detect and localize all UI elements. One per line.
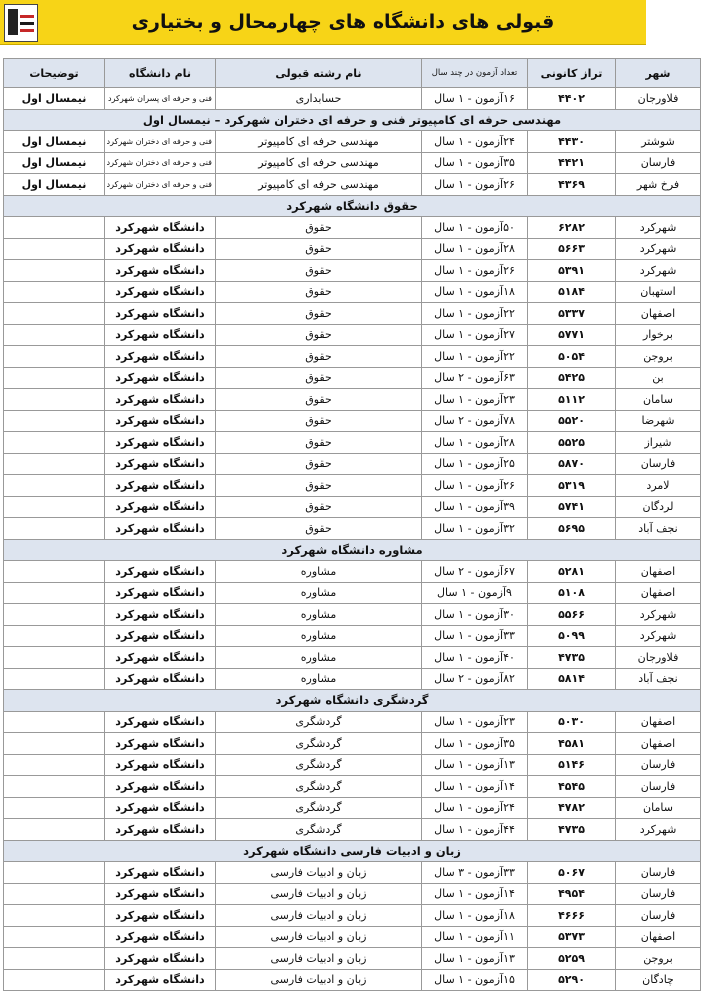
cell-notes bbox=[4, 346, 105, 368]
cell-notes bbox=[4, 797, 105, 819]
table-row bbox=[4, 862, 701, 884]
table-row bbox=[4, 496, 701, 518]
cell-exams: ۲۶آزمون - ۱ سال bbox=[422, 475, 528, 497]
table-row bbox=[4, 217, 701, 239]
cell-university: دانشگاه شهرکرد bbox=[105, 432, 216, 454]
cell-major: مشاوره bbox=[216, 582, 422, 604]
section-title: زبان و ادبیات فارسی دانشگاه شهرکرد bbox=[4, 840, 701, 862]
cell-university: دانشگاه شهرکرد bbox=[105, 367, 216, 389]
cell-major: حقوق bbox=[216, 496, 422, 518]
cell-exams: ۱۴آزمون - ۱ سال bbox=[422, 776, 528, 798]
cell-notes bbox=[4, 303, 105, 325]
section-title: مشاوره دانشگاه شهرکرد bbox=[4, 539, 701, 561]
cell-major: حقوق bbox=[216, 410, 422, 432]
section-header-row bbox=[4, 690, 701, 712]
cell-city: فارسان bbox=[616, 754, 701, 776]
cell-exams: ۱۵آزمون - ۱ سال bbox=[422, 969, 528, 991]
cell-score: ۵۵۲۰ bbox=[528, 410, 616, 432]
cell-notes bbox=[4, 453, 105, 475]
cell-major: مشاوره bbox=[216, 604, 422, 626]
cell-major: زبان و ادبیات فارسی bbox=[216, 969, 422, 991]
cell-notes bbox=[4, 496, 105, 518]
cell-exams: ۲۸آزمون - ۱ سال bbox=[422, 432, 528, 454]
cell-notes bbox=[4, 260, 105, 282]
cell-city: لامرد bbox=[616, 475, 701, 497]
table-row bbox=[4, 582, 701, 604]
cell-exams: ۳۵آزمون - ۱ سال bbox=[422, 152, 528, 174]
cell-major: زبان و ادبیات فارسی bbox=[216, 948, 422, 970]
cell-city: برخوار bbox=[616, 324, 701, 346]
cell-score: ۵۸۱۴ bbox=[528, 668, 616, 690]
cell-university: دانشگاه شهرکرد bbox=[105, 496, 216, 518]
cell-notes bbox=[4, 238, 105, 260]
cell-city: فارسان bbox=[616, 776, 701, 798]
col-header-university: نام دانشگاه bbox=[105, 59, 216, 88]
table-row bbox=[4, 453, 701, 475]
cell-exams: ۳۳آزمون - ۱ سال bbox=[422, 625, 528, 647]
page-title: قبولی های دانشگاه های چهارمحال و بختیاری bbox=[131, 11, 555, 33]
cell-major: حقوق bbox=[216, 260, 422, 282]
cell-notes bbox=[4, 926, 105, 948]
cell-university: دانشگاه شهرکرد bbox=[105, 819, 216, 841]
cell-exams: ۶۷آزمون - ۲ سال bbox=[422, 561, 528, 583]
section-title: حقوق دانشگاه شهرکرد bbox=[4, 195, 701, 217]
cell-university: دانشگاه شهرکرد bbox=[105, 625, 216, 647]
table-row bbox=[4, 518, 701, 540]
cell-city: استهبان bbox=[616, 281, 701, 303]
table-row bbox=[4, 647, 701, 669]
cell-city: اصفهان bbox=[616, 926, 701, 948]
section-title: مهندسی حرفه ای کامپیوتر فنی و حرفه ای دختران شهرکرد – نیمسال اول bbox=[4, 109, 701, 131]
table-row bbox=[4, 367, 701, 389]
cell-score: ۵۰۵۴ bbox=[528, 346, 616, 368]
cell-exams: ۸۲آزمون - ۲ سال bbox=[422, 668, 528, 690]
cell-university: دانشگاه شهرکرد bbox=[105, 733, 216, 755]
cell-university: دانشگاه شهرکرد bbox=[105, 754, 216, 776]
cell-university: دانشگاه شهرکرد bbox=[105, 905, 216, 927]
table-row bbox=[4, 260, 701, 282]
cell-city: اصفهان bbox=[616, 303, 701, 325]
cell-major: حقوق bbox=[216, 281, 422, 303]
cell-city: شهرکرد bbox=[616, 260, 701, 282]
cell-score: ۵۲۵۹ bbox=[528, 948, 616, 970]
cell-score: ۴۷۸۲ bbox=[528, 797, 616, 819]
table-row bbox=[4, 174, 701, 196]
cell-major: گردشگری bbox=[216, 733, 422, 755]
cell-city: شیراز bbox=[616, 432, 701, 454]
cell-score: ۵۸۷۰ bbox=[528, 453, 616, 475]
cell-exams: ۵۰آزمون - ۱ سال bbox=[422, 217, 528, 239]
cell-university: دانشگاه شهرکرد bbox=[105, 453, 216, 475]
cell-university: دانشگاه شهرکرد bbox=[105, 324, 216, 346]
table-row bbox=[4, 410, 701, 432]
cell-notes bbox=[4, 754, 105, 776]
table-row bbox=[4, 969, 701, 991]
cell-exams: ۳۵آزمون - ۱ سال bbox=[422, 733, 528, 755]
table-row bbox=[4, 905, 701, 927]
cell-exams: ۲۷آزمون - ۱ سال bbox=[422, 324, 528, 346]
cell-city: بروجن bbox=[616, 948, 701, 970]
cell-score: ۵۳۳۷ bbox=[528, 303, 616, 325]
table-row bbox=[4, 238, 701, 260]
cell-notes bbox=[4, 518, 105, 540]
cell-major: حقوق bbox=[216, 217, 422, 239]
cell-score: ۶۲۸۲ bbox=[528, 217, 616, 239]
cell-notes: نیمسال اول bbox=[4, 174, 105, 196]
cell-major: گردشگری bbox=[216, 776, 422, 798]
cell-major: زبان و ادبیات فارسی bbox=[216, 883, 422, 905]
cell-major: حقوق bbox=[216, 475, 422, 497]
cell-score: ۵۲۸۱ bbox=[528, 561, 616, 583]
cell-score: ۵۱۱۲ bbox=[528, 389, 616, 411]
cell-university: دانشگاه شهرکرد bbox=[105, 561, 216, 583]
cell-notes bbox=[4, 324, 105, 346]
table-row bbox=[4, 346, 701, 368]
cell-university: فنی و حرفه ای دختران شهرکرد bbox=[105, 131, 216, 153]
cell-score: ۵۳۹۱ bbox=[528, 260, 616, 282]
table-row bbox=[4, 475, 701, 497]
cell-exams: ۳۳آزمون - ۳ سال bbox=[422, 862, 528, 884]
cell-university: دانشگاه شهرکرد bbox=[105, 217, 216, 239]
cell-city: بن bbox=[616, 367, 701, 389]
cell-major: حقوق bbox=[216, 346, 422, 368]
cell-university: دانشگاه شهرکرد bbox=[105, 475, 216, 497]
cell-notes bbox=[4, 625, 105, 647]
cell-university: دانشگاه شهرکرد bbox=[105, 948, 216, 970]
cell-score: ۴۵۴۵ bbox=[528, 776, 616, 798]
cell-notes bbox=[4, 604, 105, 626]
cell-notes bbox=[4, 281, 105, 303]
cell-city: فارسان bbox=[616, 862, 701, 884]
cell-major: مشاوره bbox=[216, 561, 422, 583]
cell-score: ۵۱۴۶ bbox=[528, 754, 616, 776]
cell-score: ۴۴۳۰ bbox=[528, 131, 616, 153]
table-row bbox=[4, 711, 701, 733]
results-table bbox=[3, 58, 701, 991]
cell-score: ۵۰۶۷ bbox=[528, 862, 616, 884]
cell-major: مهندسی حرفه ای کامپیوتر bbox=[216, 131, 422, 153]
cell-city: شهرکرد bbox=[616, 625, 701, 647]
table-row bbox=[4, 324, 701, 346]
cell-notes: نیمسال اول bbox=[4, 152, 105, 174]
cell-major: حسابداری bbox=[216, 88, 422, 110]
cell-exams: ۳۰آزمون - ۱ سال bbox=[422, 604, 528, 626]
cell-major: مشاوره bbox=[216, 625, 422, 647]
cell-notes: نیمسال اول bbox=[4, 131, 105, 153]
table-row bbox=[4, 948, 701, 970]
table-row bbox=[4, 883, 701, 905]
cell-notes bbox=[4, 647, 105, 669]
cell-major: مشاوره bbox=[216, 668, 422, 690]
cell-city: شهرکرد bbox=[616, 238, 701, 260]
cell-exams: ۲۸آزمون - ۱ سال bbox=[422, 238, 528, 260]
cell-exams: ۲۲آزمون - ۱ سال bbox=[422, 303, 528, 325]
cell-exams: ۳۲آزمون - ۱ سال bbox=[422, 518, 528, 540]
cell-university: دانشگاه شهرکرد bbox=[105, 389, 216, 411]
section-title: گردشگری دانشگاه شهرکرد bbox=[4, 690, 701, 712]
table-row bbox=[4, 604, 701, 626]
cell-city: اصفهان bbox=[616, 733, 701, 755]
cell-city: فارسان bbox=[616, 152, 701, 174]
cell-score: ۵۷۴۱ bbox=[528, 496, 616, 518]
cell-notes bbox=[4, 948, 105, 970]
cell-city: شهرضا bbox=[616, 410, 701, 432]
cell-university: دانشگاه شهرکرد bbox=[105, 797, 216, 819]
table-row bbox=[4, 281, 701, 303]
cell-score: ۵۲۹۰ bbox=[528, 969, 616, 991]
table-row bbox=[4, 88, 701, 110]
cell-notes bbox=[4, 410, 105, 432]
table-row bbox=[4, 561, 701, 583]
cell-city: چادگان bbox=[616, 969, 701, 991]
cell-notes bbox=[4, 819, 105, 841]
cell-exams: ۲۲آزمون - ۱ سال bbox=[422, 346, 528, 368]
cell-city: لردگان bbox=[616, 496, 701, 518]
cell-city: فارسان bbox=[616, 453, 701, 475]
cell-score: ۴۹۵۴ bbox=[528, 883, 616, 905]
table-row bbox=[4, 754, 701, 776]
cell-university: دانشگاه شهرکرد bbox=[105, 260, 216, 282]
cell-major: زبان و ادبیات فارسی bbox=[216, 926, 422, 948]
cell-university: دانشگاه شهرکرد bbox=[105, 238, 216, 260]
cell-exams: ۱۱آزمون - ۱ سال bbox=[422, 926, 528, 948]
cell-score: ۴۷۳۵ bbox=[528, 647, 616, 669]
cell-university: دانشگاه شهرکرد bbox=[105, 647, 216, 669]
cell-notes bbox=[4, 883, 105, 905]
logo-icon bbox=[4, 4, 38, 42]
cell-exams: ۱۴آزمون - ۱ سال bbox=[422, 883, 528, 905]
cell-university: دانشگاه شهرکرد bbox=[105, 604, 216, 626]
cell-major: گردشگری bbox=[216, 797, 422, 819]
cell-exams: ۱۸آزمون - ۱ سال bbox=[422, 281, 528, 303]
table-row bbox=[4, 668, 701, 690]
table-row bbox=[4, 625, 701, 647]
cell-exams: ۷۸آزمون - ۲ سال bbox=[422, 410, 528, 432]
cell-score: ۵۵۶۶ bbox=[528, 604, 616, 626]
cell-city: اصفهان bbox=[616, 711, 701, 733]
col-header-city: شهر bbox=[616, 59, 701, 88]
cell-score: ۵۷۷۱ bbox=[528, 324, 616, 346]
cell-notes bbox=[4, 862, 105, 884]
cell-city: شهرکرد bbox=[616, 217, 701, 239]
cell-major: حقوق bbox=[216, 303, 422, 325]
cell-exams: ۲۳آزمون - ۱ سال bbox=[422, 389, 528, 411]
cell-city: سامان bbox=[616, 797, 701, 819]
cell-notes bbox=[4, 367, 105, 389]
cell-exams: ۲۳آزمون - ۱ سال bbox=[422, 711, 528, 733]
cell-exams: ۲۶آزمون - ۱ سال bbox=[422, 174, 528, 196]
cell-city: فرخ شهر bbox=[616, 174, 701, 196]
cell-score: ۵۴۲۵ bbox=[528, 367, 616, 389]
cell-major: مهندسی حرفه ای کامپیوتر bbox=[216, 152, 422, 174]
section-header-row bbox=[4, 195, 701, 217]
cell-major: حقوق bbox=[216, 453, 422, 475]
cell-score: ۵۳۷۳ bbox=[528, 926, 616, 948]
cell-exams: ۲۴آزمون - ۱ سال bbox=[422, 131, 528, 153]
cell-university: دانشگاه شهرکرد bbox=[105, 281, 216, 303]
cell-major: گردشگری bbox=[216, 754, 422, 776]
page-header bbox=[0, 0, 646, 45]
col-header-notes: توضیحات bbox=[4, 59, 105, 88]
cell-city: فلاورجان bbox=[616, 88, 701, 110]
cell-exams: ۲۶آزمون - ۱ سال bbox=[422, 260, 528, 282]
section-header-row bbox=[4, 539, 701, 561]
cell-score: ۴۶۶۶ bbox=[528, 905, 616, 927]
cell-score: ۵۶۶۳ bbox=[528, 238, 616, 260]
cell-major: گردشگری bbox=[216, 819, 422, 841]
cell-university: دانشگاه شهرکرد bbox=[105, 518, 216, 540]
table-row bbox=[4, 303, 701, 325]
cell-exams: ۳۹آزمون - ۱ سال bbox=[422, 496, 528, 518]
cell-major: حقوق bbox=[216, 389, 422, 411]
cell-major: زبان و ادبیات فارسی bbox=[216, 862, 422, 884]
cell-exams: ۹آزمون - ۱ سال bbox=[422, 582, 528, 604]
cell-notes bbox=[4, 733, 105, 755]
cell-score: ۵۰۹۹ bbox=[528, 625, 616, 647]
table-row bbox=[4, 797, 701, 819]
table-row bbox=[4, 776, 701, 798]
cell-exams: ۱۸آزمون - ۱ سال bbox=[422, 905, 528, 927]
cell-city: سامان bbox=[616, 389, 701, 411]
cell-major: حقوق bbox=[216, 518, 422, 540]
cell-notes bbox=[4, 969, 105, 991]
cell-university: دانشگاه شهرکرد bbox=[105, 410, 216, 432]
cell-university: دانشگاه شهرکرد bbox=[105, 776, 216, 798]
cell-notes bbox=[4, 582, 105, 604]
cell-exams: ۲۵آزمون - ۱ سال bbox=[422, 453, 528, 475]
cell-notes bbox=[4, 711, 105, 733]
table-row bbox=[4, 389, 701, 411]
cell-major: گردشگری bbox=[216, 711, 422, 733]
cell-university: فنی و حرفه ای دختران شهرکرد bbox=[105, 152, 216, 174]
cell-score: ۵۳۱۹ bbox=[528, 475, 616, 497]
cell-city: اصفهان bbox=[616, 561, 701, 583]
cell-notes bbox=[4, 561, 105, 583]
table-row bbox=[4, 131, 701, 153]
cell-exams: ۴۰آزمون - ۱ سال bbox=[422, 647, 528, 669]
cell-notes bbox=[4, 905, 105, 927]
cell-score: ۴۳۶۹ bbox=[528, 174, 616, 196]
cell-major: مهندسی حرفه ای کامپیوتر bbox=[216, 174, 422, 196]
cell-score: ۴۴۰۲ bbox=[528, 88, 616, 110]
cell-notes bbox=[4, 776, 105, 798]
cell-university: دانشگاه شهرکرد bbox=[105, 711, 216, 733]
section-header-row bbox=[4, 840, 701, 862]
cell-exams: ۱۳آزمون - ۱ سال bbox=[422, 754, 528, 776]
cell-exams: ۶۳آزمون - ۲ سال bbox=[422, 367, 528, 389]
cell-city: نجف آباد bbox=[616, 668, 701, 690]
cell-major: حقوق bbox=[216, 238, 422, 260]
cell-university: دانشگاه شهرکرد bbox=[105, 303, 216, 325]
cell-city: فارسان bbox=[616, 883, 701, 905]
cell-notes bbox=[4, 668, 105, 690]
cell-major: حقوق bbox=[216, 367, 422, 389]
cell-university: دانشگاه شهرکرد bbox=[105, 346, 216, 368]
cell-notes bbox=[4, 432, 105, 454]
cell-major: حقوق bbox=[216, 432, 422, 454]
cell-score: ۵۱۸۴ bbox=[528, 281, 616, 303]
cell-university: دانشگاه شهرکرد bbox=[105, 969, 216, 991]
cell-city: شوشتر bbox=[616, 131, 701, 153]
cell-notes bbox=[4, 389, 105, 411]
table-row bbox=[4, 926, 701, 948]
table-row bbox=[4, 432, 701, 454]
table-row bbox=[4, 152, 701, 174]
cell-notes bbox=[4, 475, 105, 497]
cell-score: ۴۷۳۵ bbox=[528, 819, 616, 841]
cell-major: حقوق bbox=[216, 324, 422, 346]
cell-score: ۵۱۰۸ bbox=[528, 582, 616, 604]
table-row bbox=[4, 733, 701, 755]
cell-city: شهرکرد bbox=[616, 819, 701, 841]
cell-city: فارسان bbox=[616, 905, 701, 927]
cell-exams: ۱۳آزمون - ۱ سال bbox=[422, 948, 528, 970]
cell-university: دانشگاه شهرکرد bbox=[105, 668, 216, 690]
cell-city: فلاورجان bbox=[616, 647, 701, 669]
cell-major: زبان و ادبیات فارسی bbox=[216, 905, 422, 927]
cell-university: فنی و حرفه ای پسران شهرکرد bbox=[105, 88, 216, 110]
cell-university: دانشگاه شهرکرد bbox=[105, 862, 216, 884]
section-header-row bbox=[4, 109, 701, 131]
cell-score: ۵۶۹۵ bbox=[528, 518, 616, 540]
col-header-exams: تعداد آزمون در چند سال bbox=[422, 59, 528, 88]
cell-score: ۴۴۲۱ bbox=[528, 152, 616, 174]
cell-score: ۵۰۳۰ bbox=[528, 711, 616, 733]
cell-university: فنی و حرفه ای دختران شهرکرد bbox=[105, 174, 216, 196]
cell-score: ۴۵۸۱ bbox=[528, 733, 616, 755]
col-header-score: تراز کانونی bbox=[528, 59, 616, 88]
cell-major: مشاوره bbox=[216, 647, 422, 669]
cell-city: شهرکرد bbox=[616, 604, 701, 626]
cell-exams: ۱۶آزمون - ۱ سال bbox=[422, 88, 528, 110]
cell-city: نجف آباد bbox=[616, 518, 701, 540]
table-body bbox=[4, 88, 701, 991]
cell-notes bbox=[4, 217, 105, 239]
table-row bbox=[4, 819, 701, 841]
cell-city: اصفهان bbox=[616, 582, 701, 604]
cell-university: دانشگاه شهرکرد bbox=[105, 926, 216, 948]
cell-university: دانشگاه شهرکرد bbox=[105, 883, 216, 905]
cell-exams: ۴۴آزمون - ۱ سال bbox=[422, 819, 528, 841]
table-header-row bbox=[4, 59, 701, 88]
col-header-major: نام رشته قبولی bbox=[216, 59, 422, 88]
cell-exams: ۲۴آزمون - ۱ سال bbox=[422, 797, 528, 819]
cell-score: ۵۵۲۵ bbox=[528, 432, 616, 454]
cell-notes: نیمسال اول bbox=[4, 88, 105, 110]
cell-university: دانشگاه شهرکرد bbox=[105, 582, 216, 604]
cell-city: بروجن bbox=[616, 346, 701, 368]
